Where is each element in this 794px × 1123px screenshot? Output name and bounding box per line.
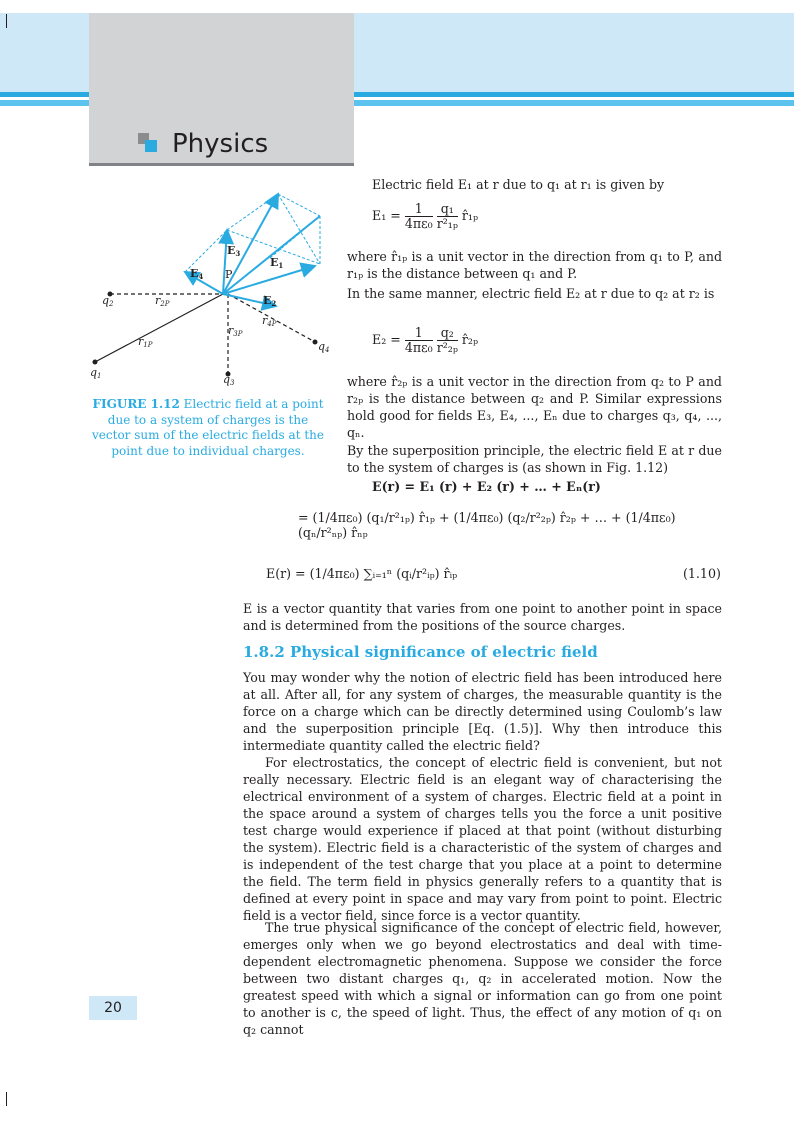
- equation-E2: [372, 326, 478, 355]
- equation-1-10: [266, 566, 457, 581]
- label-q1: q1: [90, 366, 102, 380]
- paragraph-unit-vector-2: where r̂₂ₚ is a unit vector in the direction from q₂ to P and r₂ₚ is the distance between q₂ and P. Similar expressions hold good for fields E₃, E₄, ..., Eₙ due to charges q₃, q₄, ..., qₙ.: [347, 374, 722, 440]
- eq1-unit-vector: r̂₁ₚ: [461, 208, 478, 223]
- eq2-unit-vector: r̂₂ₚ: [461, 332, 478, 347]
- label-E3: E3: [227, 244, 241, 258]
- label-r4P: r4P: [262, 314, 277, 328]
- eq1-charge-term: $\frac{\text{q₁}}{\text{r²₁ₚ}}$: [436, 201, 458, 231]
- label-r3P: r3P: [228, 324, 243, 338]
- label-q3: q3: [223, 373, 235, 386]
- eq1-coeff: $\frac{1}{\text{4πε₀}}$: [404, 201, 433, 231]
- eq2-lhs: E₂ =: [372, 332, 401, 347]
- chapter-tab-rule: [89, 163, 354, 166]
- label-E2: E2: [263, 294, 277, 308]
- label-E1: E1: [270, 256, 284, 270]
- label-P: P: [225, 268, 233, 281]
- label-r2P: r2P: [155, 294, 170, 308]
- text-line-1: Electric field E₁ at r due to q₁ at r₁ is given by: [372, 177, 665, 192]
- paragraph-same-manner: In the same manner, electric field E₂ at r due to q₂ at r₂ is: [347, 286, 715, 301]
- label-E4: E4: [190, 267, 204, 281]
- equation-expanded: = (1/4πε₀) (q₁/r²₁ₚ) r̂₁ₚ + (1/4πε₀) (q₂/r²₂ₚ) r̂₂ₚ + … + (1/4πε₀) (qₙ/r²ₙₚ) r̂ₙₚ: [298, 510, 676, 540]
- label-q4: q4: [318, 340, 330, 354]
- label-q2: q2: [102, 294, 114, 308]
- paragraph-electrostatics: For electrostatics, the concept of electric field is convenient, but not really necessary. Electric field is an elegant way of characterising the electrical environment of a system of charges. Electric field at a point in the space around a system of charges tells you the force a unit positive test charge would experience if placed at that point (without disturbing the system). Electric field is a characteristic of the system of charges and is independent of the test charge that you place at a point to determine the field. The term field in physics generally refers to a quantity that is defined at every point in space and may vary from point to point. Electric field is a vector field, since force is a vector quantity.: [243, 755, 722, 923]
- paragraph-why-field: You may wonder why the notion of electric field has been introduced here at all. After all, for any system of charges, the measurable quantity is the force on a charge which can be directly determined using Coulomb’s law and the superposition principle [Eq. (1.5)]. Why then introduce this intermediate quantity called the electric field?: [243, 670, 722, 753]
- paragraph-unit-vector-1: where r̂₁ₚ is a unit vector in the direction from q₁ to P, and r₁ₚ is the distance between q₁ and P.: [347, 249, 722, 281]
- crop-mark-bottom: [6, 1092, 7, 1106]
- eq2-coeff: $\frac{1}{\text{4πε₀}}$: [404, 325, 433, 355]
- eq5-lhs: E(r) =: [266, 566, 306, 581]
- figure-caption: [92, 397, 324, 459]
- equation-number: (1.10): [683, 566, 721, 581]
- crop-mark-top: [6, 14, 7, 28]
- paragraph-vector-quantity: E is a vector quantity that varies from one point to another point in space and is determined from the positions of the source charges.: [243, 601, 722, 633]
- figure-caption-label: FIGURE 1.12: [92, 397, 180, 411]
- eq5-rhs: (1/4πε₀) ∑ᵢ₌₁ⁿ (qᵢ/r²ᵢₚ) r̂ᵢₚ: [309, 566, 458, 581]
- equation-sum: E(r) = E₁ (r) + E₂ (r) + … + Eₙ(r): [372, 479, 601, 494]
- page-number: 20: [89, 996, 137, 1020]
- chapter-logo-square-blue: [145, 140, 157, 152]
- field-diagram: [80, 186, 340, 386]
- paragraph-true-significance: The true physical significance of the concept of electric field, however, emerges only when we go beyond electrostatics and deal with time-dependent electromagnetic phenomena. Suppose we consider the force between two distant charges q₁, q₂ in accelerated motion. Now the greatest speed with which a signal or information can go from one point to another is c, the speed of light. Thus, the effect of any motion of q₁ on q₂ cannot: [243, 920, 722, 1037]
- paragraph-superposition: By the superposition principle, the electric field E at r due to the system of charges is (as shown in Fig. 1.12): [347, 443, 722, 475]
- figure-1-12: [80, 186, 340, 386]
- chapter-title: Physics: [172, 129, 269, 159]
- eq2-charge-term: $\frac{\text{q₂}}{\text{r²₂ₚ}}$: [436, 325, 458, 355]
- equation-E1: [372, 202, 478, 231]
- section-heading: 1.8.2 Physical significance of electric field: [243, 643, 598, 661]
- eq1-lhs: E₁ =: [372, 208, 401, 223]
- figure-caption-text: Electric field at a point due to a system of charges is the vector sum of the electric fields at the point due to individual charges.: [92, 397, 324, 458]
- label-r1P: r1P: [138, 335, 153, 349]
